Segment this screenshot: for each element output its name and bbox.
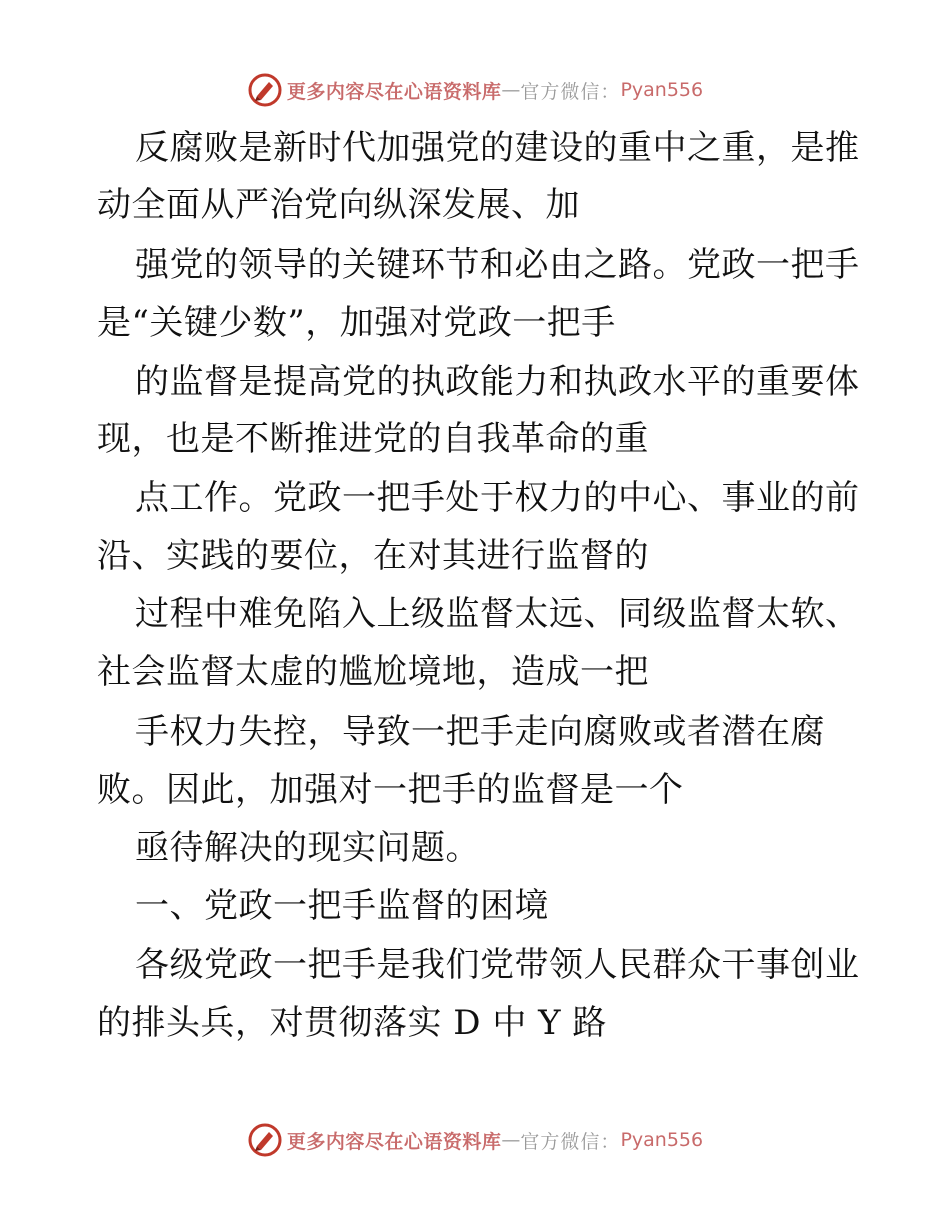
- watermark-sub-text: 官方微信：: [520, 1130, 621, 1153]
- watermark-wechat-id: Pyan556: [620, 1129, 704, 1151]
- watermark-wechat-id: Pyan556: [620, 79, 704, 101]
- pen-logo-icon: [247, 1122, 283, 1158]
- text-line: 的排头兵，对贯彻落实 D 中 Y 路: [97, 1003, 607, 1043]
- watermark-separator: —: [501, 1129, 521, 1151]
- watermark-main-text: 更多内容尽在心语资料库: [286, 1130, 502, 1153]
- text-line: 动全面从严治党向纵深发展、加: [97, 185, 580, 225]
- header-watermark: [0, 70, 950, 110]
- text-line: 是“关键少数”，加强对党政一把手: [97, 303, 616, 343]
- watermark-main-text: 更多内容尽在心语资料库: [286, 80, 502, 103]
- text-line: 各级党政一把手是我们党带领人民群众干事创业: [135, 945, 860, 985]
- text-line: 强党的领导的关键环节和必由之路。党政一把手: [135, 245, 860, 285]
- text-line: 沿、实践的要位，在对其进行监督的: [97, 536, 649, 576]
- text-line: 败。因此，加强对一把手的监督是一个: [97, 770, 684, 810]
- pen-logo-icon: [247, 72, 283, 108]
- section-heading: 一、党政一把手监督的困境: [135, 886, 549, 926]
- text-line: 的监督是提高党的执政能力和执政水平的重要体: [135, 362, 860, 402]
- text-line: 点工作。党政一把手处于权力的中心、事业的前: [135, 478, 860, 518]
- text-line: 手权力失控，导致一把手走向腐败或者潜在腐: [135, 712, 825, 752]
- text-line: 亟待解决的现实问题。: [135, 828, 480, 868]
- text-line: 社会监督太虚的尴尬境地，造成一把: [97, 652, 649, 692]
- text-line: 反腐败是新时代加强党的建设的重中之重，是推: [135, 128, 860, 168]
- text-line: 现，也是不断推进党的自我革命的重: [97, 419, 649, 459]
- watermark-sub-text: 官方微信：: [520, 80, 621, 103]
- text-line: 过程中难免陷入上级监督太远、同级监督太软、: [135, 594, 860, 634]
- footer-watermark: [0, 1120, 950, 1160]
- watermark-separator: —: [501, 79, 521, 101]
